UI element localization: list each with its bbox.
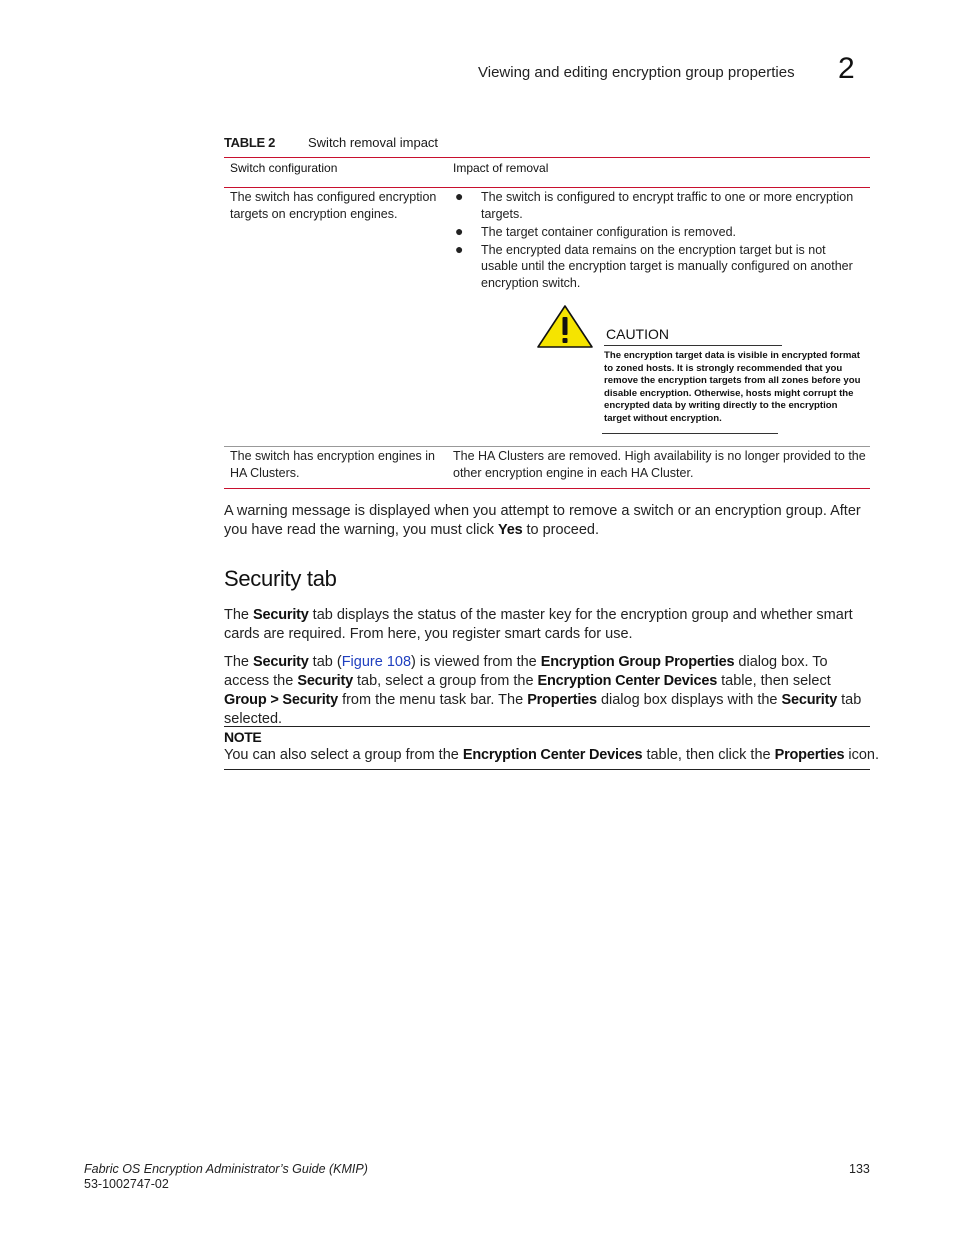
text-span: tab, select a group from the — [352, 673, 538, 689]
table-label: TABLE 2 — [224, 135, 276, 150]
text-span: The — [224, 607, 254, 623]
text-span: The — [224, 654, 254, 670]
table-header-rule — [224, 187, 870, 188]
bold-term: Encryption Center Devices — [462, 747, 643, 763]
table-header-impact: Impact of removal — [453, 161, 549, 175]
chapter-number: 2 — [838, 52, 855, 85]
note-bottom-rule — [224, 769, 870, 770]
table-row-divider — [224, 446, 870, 447]
bold-term: Yes — [498, 522, 523, 538]
text-span: A warning message is displayed when you attempt to remove a switch or an encryption group. After you have read the warning, you must click — [224, 503, 861, 538]
footer-doc-title: Fabric OS Encryption Administrator’s Guide (KMIP) — [84, 1162, 368, 1176]
bold-term: Encryption Group Properties — [540, 654, 735, 670]
text-span: You can also select a group from the — [224, 747, 463, 763]
table-cell-config: The switch has configured encryption targets on encryption engines. — [230, 190, 437, 221]
table-caption — [224, 135, 870, 150]
table-header-config: Switch configuration — [230, 161, 338, 175]
caution-label: CAUTION — [606, 326, 669, 342]
bullet-icon: ● — [455, 222, 464, 239]
bold-term: Security — [253, 654, 309, 670]
note-label: NOTE — [224, 729, 262, 745]
text-span: icon. — [844, 747, 880, 763]
bullet-text: The switch is configured to encrypt traffic to one or more encryption targets. — [481, 190, 854, 221]
list-item — [453, 189, 865, 222]
caution-text: The encryption target data is visible in encrypted format to zoned hosts. It is strongly recommended that you remove the encryption targets from all zones before you disable encryption. Otherwise, hosts might corrupt the encrypted data by writing directly to the encryption target without encryption. — [604, 350, 861, 424]
bold-term: Security — [297, 673, 353, 689]
bullet-icon: ● — [455, 188, 464, 204]
footer-page-number: 133 — [849, 1162, 870, 1176]
warning-paragraph — [224, 502, 874, 540]
bold-term: Security — [781, 692, 838, 708]
section-paragraph-1 — [224, 606, 874, 644]
bold-term: Security — [253, 607, 309, 623]
text-span: table, then click the — [642, 747, 775, 763]
section-paragraph-2 — [224, 653, 874, 729]
warning-triangle-icon — [536, 304, 594, 350]
bullet-text: The encrypted data remains on the encryption target but is not usable until the encryption target is manually configured on another encryption switch. — [481, 242, 853, 290]
caution-box — [536, 304, 866, 436]
text-span: ) is viewed from the — [411, 654, 541, 670]
text-span: table, then select — [717, 673, 831, 689]
footer-doc-number: 53-1002747-02 — [84, 1177, 169, 1191]
table-title: Switch removal impact — [308, 135, 439, 150]
table-cell-config: The switch has encryption engines in HA Clusters. — [230, 449, 435, 480]
caution-bottom-rule — [602, 433, 778, 434]
list-item — [453, 224, 865, 241]
bold-term: Encryption Center Devices — [537, 673, 718, 689]
caution-top-rule — [604, 345, 782, 346]
list-item — [453, 242, 865, 292]
section-title: Security tab — [224, 566, 337, 591]
figure-link[interactable]: Figure 108 — [341, 654, 412, 670]
bullet-text: The target container configuration is removed. — [481, 224, 736, 239]
bullet-icon: ● — [455, 240, 464, 257]
text-span: tab selected. — [224, 692, 862, 727]
note-text — [224, 746, 884, 765]
text-span: dialog box. To access the — [224, 654, 828, 689]
impact-bullet-list — [453, 189, 865, 293]
text-span: from the menu task bar. The — [338, 692, 528, 708]
text-span: dialog box displays with the — [596, 692, 782, 708]
note-top-rule — [224, 726, 870, 727]
bold-term: Properties — [527, 692, 597, 708]
bold-term: Properties — [774, 747, 845, 763]
running-header-title: Viewing and editing encryption group properties — [478, 64, 795, 81]
table-cell-impact: The HA Clusters are removed. High availability is no longer provided to the other encryption engine in each HA Cluster. — [453, 449, 866, 480]
text-span: tab ( — [308, 654, 342, 670]
bold-term: Group > Security — [224, 692, 339, 708]
table-top-rule — [224, 157, 870, 158]
text-span: tab displays the status of the master key for the encryption group and whether smart cards are required. From here, you register smart cards for use. — [224, 607, 853, 642]
text-span: to proceed. — [522, 522, 600, 538]
table-bottom-rule — [224, 488, 870, 489]
